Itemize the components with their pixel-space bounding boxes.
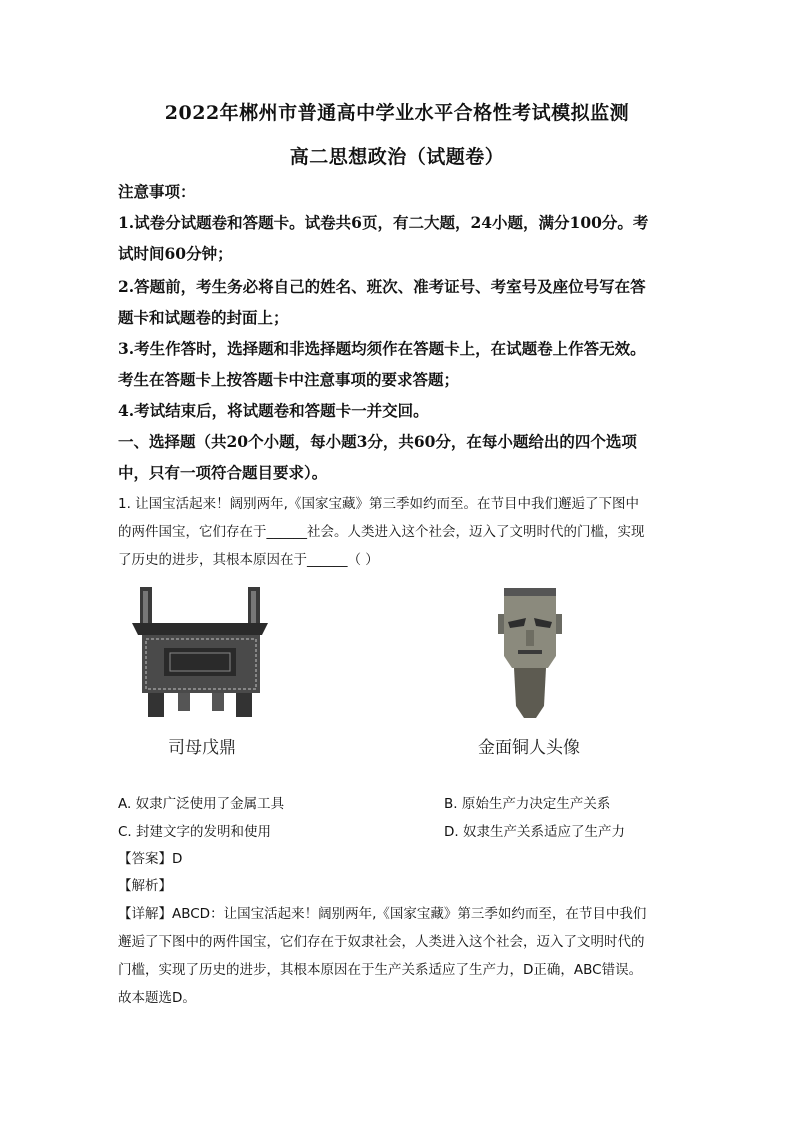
answer-label: 【答案】D xyxy=(118,851,183,867)
section-heading: 一、选择题（共20个小题，每小题3分，共60分，在每小题给出的四个选项 xyxy=(118,432,637,451)
detail-line: 邂逅了下图中的两件国宝，它们存在于奴隶社会，人类进入这个社会，迈入了文明时代的 xyxy=(118,934,645,950)
question-stem-line: 1. 让国宝活起来！阔别两年,《国家宝藏》第三季如约而至。在节目中我们邂逅了下图中 xyxy=(118,496,639,512)
analysis-label: 【解析】 xyxy=(118,878,172,894)
option-b: B. 原始生产力决定生产关系 xyxy=(444,796,611,812)
question-stem-line: 了历史的进步，其根本原因在于______（ ） xyxy=(118,552,379,568)
exam-title: 2022年郴州市普通高中学业水平合格性考试模拟监测 xyxy=(164,102,630,124)
image-caption: 金面铜人头像 xyxy=(478,738,580,758)
notice-line: 题卡和试题卷的封面上； xyxy=(118,308,289,327)
gold-mask-bronze-head-image xyxy=(490,586,570,721)
option-a: A. 奴隶广泛使用了金属工具 xyxy=(118,796,285,812)
notice-heading: 注意事项： xyxy=(118,182,196,201)
image-caption: 司母戊鼎 xyxy=(168,738,236,758)
question-stem-line: 的两件国宝，它们存在于______社会。人类进入这个社会，迈入了文明时代的门槛，实现 xyxy=(118,524,645,540)
notice-line: 3.考生作答时，选择题和非选择题均须作在答题卡上，在试题卷上作答无效。 xyxy=(118,339,646,358)
detail-line: 【详解】ABCD：让国宝活起来！阔别两年,《国家宝藏》第三季如约而至，在节目中我们 xyxy=(118,906,647,922)
option-c: C. 封建文字的发明和使用 xyxy=(118,824,272,840)
notice-line: 试时间60分钟； xyxy=(118,244,233,263)
notice-line: 1.试卷分试题卷和答题卡。试卷共6页，有二大题，24小题，满分100分。考 xyxy=(118,213,649,232)
simuwu-ding-image xyxy=(130,585,270,720)
section-heading-cont: 中，只有一项符合题目要求）。 xyxy=(118,463,328,482)
detail-line: 门槛，实现了历史的进步，其根本原因在于生产关系适应了生产力，D正确，ABC错误。 xyxy=(118,962,643,978)
notice-line: 4.考试结束后，将试题卷和答题卡一并交回。 xyxy=(118,401,429,420)
exam-subtitle: 高二思想政治（试题卷） xyxy=(289,146,505,168)
detail-line: 故本题选D。 xyxy=(118,990,196,1006)
notice-line: 2.答题前，考生务必将自己的姓名、班次、准考证号、考室号及座位号写在答 xyxy=(118,277,646,296)
option-d: D. 奴隶生产关系适应了生产力 xyxy=(444,824,625,840)
notice-line: 考生在答题卡上按答题卡中注意事项的要求答题； xyxy=(118,370,460,389)
